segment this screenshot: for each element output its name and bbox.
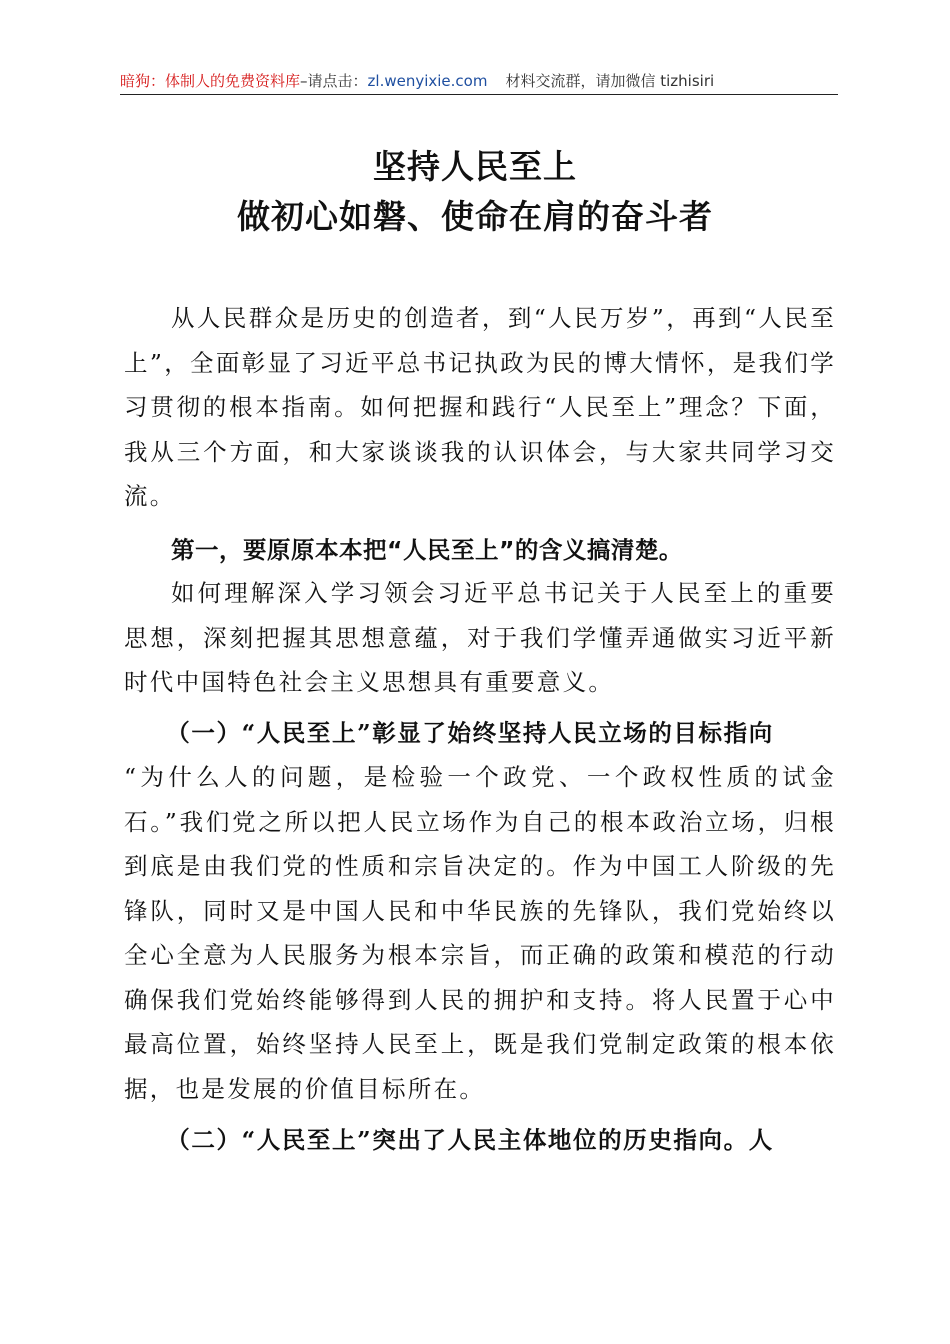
contact-info: 材料交流群，请加微信 tizhisiri bbox=[505, 72, 715, 90]
click-prompt: –请点击： bbox=[300, 72, 368, 90]
subsection-2-heading: （二）“人民至上”突出了人民主体地位的历史指向。人 bbox=[166, 1126, 774, 1154]
subsection-1-paragraph: “为什么人的问题，是检验一个政党、一个政权性质的试金石。”我们党之所以把人民立场作为自己的根本政治立场，归根到底是由我们党的性质和宗旨决定的。作为中国工人阶级的先锋队，同时又是中国人民和中华民族的先锋队，我们党始终以全心全意为人民服务为根本宗旨，而正确的政策和模范的行动确保我们党始终能够得到人民的拥护和支持。将人民置于心中最高位置，始终坚持人民至上，既是我们党制定政策的根本依据，也是发展的价值目标所在。 bbox=[124, 763, 836, 1103]
page-header bbox=[120, 70, 838, 95]
subsection-1-heading: （一）“人民至上”彰显了始终坚持人民立场的目标指向 bbox=[166, 719, 774, 747]
site-name: 暗狗：体制人的免费资料库 bbox=[120, 72, 301, 90]
title-line-1: 坚持人民至上 bbox=[373, 147, 577, 186]
intro-paragraph: 从人民群众是历史的创造者，到“人民万岁”，再到“人民至上”，全面彰显了习近平总书记执政为民的博大情怀，是我们学习贯彻的根本指南。如何把握和践行“人民至上”理念？下面，我从三个方面，和大家谈谈我的认识体会，与大家共同学习交流。 bbox=[124, 304, 836, 510]
title-line-2: 做初心如磐、使命在肩的奋斗者 bbox=[237, 197, 713, 236]
section-1-heading: 第一，要原原本本把“人民至上”的含义搞清楚。 bbox=[171, 536, 683, 564]
site-url-link[interactable]: zl.wenyixie.com bbox=[367, 72, 488, 90]
section-1-paragraph: 如何理解深入学习领会习近平总书记关于人民至上的重要思想，深刻把握其思想意蕴，对于我们学懂弄通做实习近平新时代中国特色社会主义思想具有重要意义。 bbox=[124, 579, 836, 696]
